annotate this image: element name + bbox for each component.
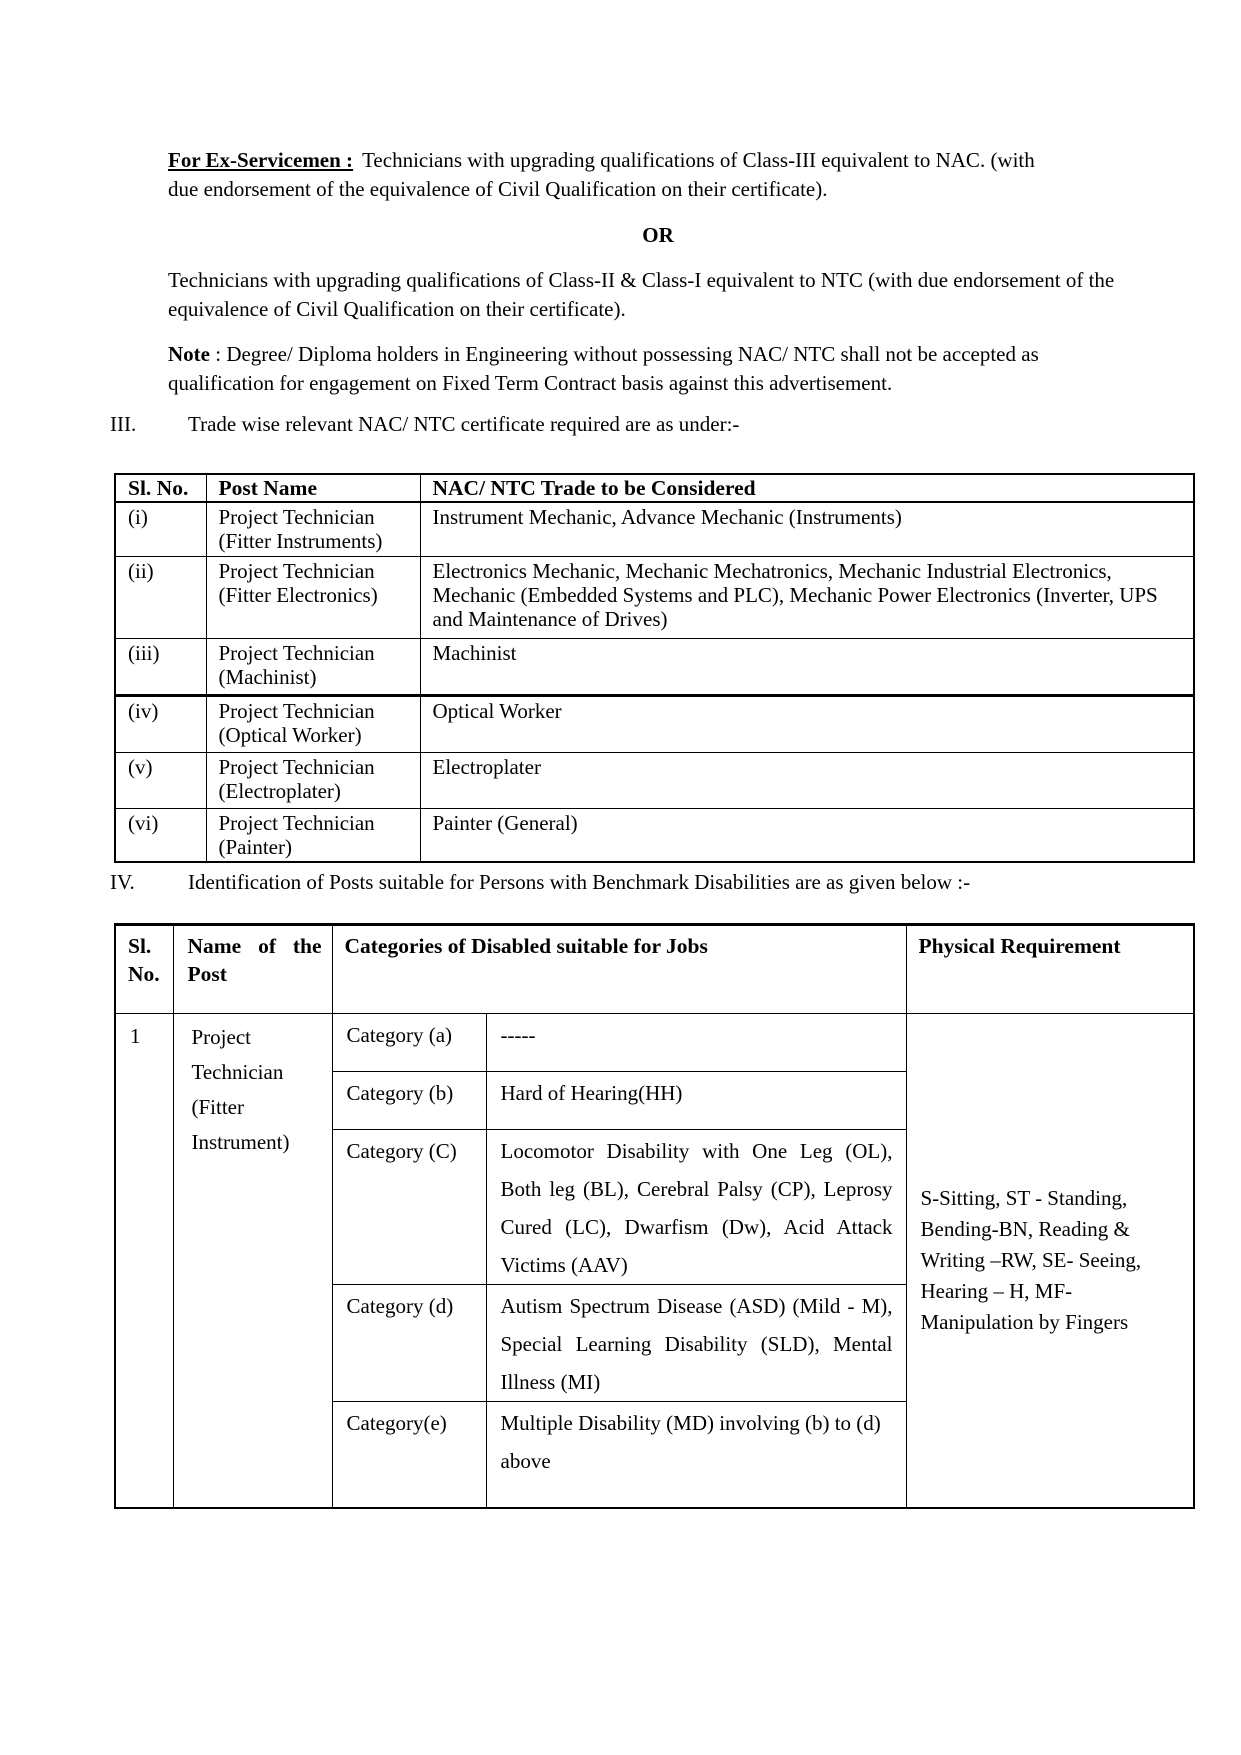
note-paragraph bbox=[168, 340, 1130, 398]
cell-post: Project Technician (Optical Worker) bbox=[206, 696, 420, 753]
cell-category-desc: ----- bbox=[486, 1014, 906, 1072]
cell-category-label: Category (C) bbox=[332, 1130, 486, 1285]
cell-sl-no: (i) bbox=[115, 502, 206, 557]
cell-category-desc: Multiple Disability (MD) involving (b) to (d) above bbox=[486, 1402, 906, 1509]
table-row bbox=[115, 639, 1194, 696]
section-iv-number: IV. bbox=[110, 870, 135, 894]
section-iii-number: III. bbox=[110, 412, 137, 436]
cell-category-label: Category(e) bbox=[332, 1402, 486, 1509]
trades-header-sl-no: Sl. No. bbox=[115, 474, 206, 502]
cell-physical-requirement: S-Sitting, ST - Standing, Bending-BN, Reading & Writing –RW, SE- Seeing, Hearing – H, MF- Manipulation by Fingers bbox=[906, 1014, 1194, 1509]
disabilities-table bbox=[114, 923, 1195, 1509]
cell-sl-no: (ii) bbox=[115, 557, 206, 639]
trades-header-trade: NAC/ NTC Trade to be Considered bbox=[420, 474, 1194, 502]
cell-sl-no: (vi) bbox=[115, 809, 206, 863]
section-iv-heading-row bbox=[110, 868, 1170, 897]
cell-trade: Instrument Mechanic, Advance Mechanic (Instruments) bbox=[420, 502, 1194, 557]
cell-category-desc: Autism Spectrum Disease (ASD) (Mild - M), Special Learning Disability (SLD), Mental Illness (MI) bbox=[486, 1285, 906, 1402]
cell-post: Project Technician (Machinist) bbox=[206, 639, 420, 696]
cell-category-desc: Locomotor Disability with One Leg (OL), Both leg (BL), Cerebral Palsy (CP), Leprosy Cured (LC), Dwarfism (Dw), Acid Attack Victims (AAV) bbox=[486, 1130, 906, 1285]
note-lead: Note bbox=[168, 342, 210, 366]
table-row bbox=[115, 502, 1194, 557]
trades-header-post: Post Name bbox=[206, 474, 420, 502]
cell-category-label: Category (d) bbox=[332, 1285, 486, 1402]
cell-sl-no: (iv) bbox=[115, 696, 206, 753]
section-iii-heading-row bbox=[110, 410, 1170, 439]
or-separator: OR bbox=[642, 223, 674, 247]
section-iii-heading: Trade wise relevant NAC/ NTC certificate required are as under:- bbox=[188, 412, 740, 436]
ex-servicemen-paragraph bbox=[168, 146, 1068, 204]
cell-post: Project Technician (Electroplater) bbox=[206, 753, 420, 809]
cell-post: Project Technician (Fitter Instruments) bbox=[206, 502, 420, 557]
cell-trade: Electroplater bbox=[420, 753, 1194, 809]
disabilities-header-categories: Categories of Disabled suitable for Jobs bbox=[332, 925, 906, 1014]
trades-table bbox=[114, 473, 1195, 863]
cell-sl-no: (iii) bbox=[115, 639, 206, 696]
section-iv-heading: Identification of Posts suitable for Persons with Benchmark Disabilities are as given below :- bbox=[188, 870, 971, 894]
ex-servicemen-text: Technicians with upgrading qualifications of Class-III equivalent to NAC. (with due endorsement of the equivalence of Civil Qualification on their certificate). bbox=[168, 148, 1035, 201]
cell-trade: Machinist bbox=[420, 639, 1194, 696]
ntc-paragraph: Technicians with upgrading qualifications of Class-II & Class-I equivalent to NTC (with due endorsement of the equivalence of Civil Qualification on their certificate). bbox=[168, 268, 1115, 321]
table-row bbox=[115, 1014, 1194, 1072]
disabilities-header-physical: Physical Requirement bbox=[906, 925, 1194, 1014]
ex-servicemen-lead: For Ex-Servicemen : bbox=[168, 148, 354, 172]
table-row bbox=[115, 753, 1194, 809]
table-row bbox=[115, 696, 1194, 753]
cell-trade: Electronics Mechanic, Mechanic Mechatronics, Mechanic Industrial Electronics, Mechanic (Embedded Systems and PLC), Mechanic Power Electronics (Inverter, UPS and Maintenance of Drives) bbox=[420, 557, 1194, 639]
cell-sl-no: 1 bbox=[115, 1014, 173, 1509]
cell-sl-no: (v) bbox=[115, 753, 206, 809]
table-row bbox=[115, 809, 1194, 863]
note-text: : Degree/ Diploma holders in Engineering without possessing NAC/ NTC shall not be accepted as qualification for engagement on Fixed Term Contract basis against this advertisement. bbox=[168, 342, 1039, 395]
cell-post: Project Technician (Painter) bbox=[206, 809, 420, 863]
cell-post: Project Technician (Fitter Electronics) bbox=[206, 557, 420, 639]
cell-trade: Optical Worker bbox=[420, 696, 1194, 753]
cell-category-label: Category (b) bbox=[332, 1072, 486, 1130]
trades-header-row bbox=[115, 474, 1194, 502]
disabilities-header-sl-no: Sl. No. bbox=[115, 925, 173, 1014]
disabilities-header-name: Name of the Post bbox=[173, 925, 332, 1014]
cell-category-label: Category (a) bbox=[332, 1014, 486, 1072]
table-row bbox=[115, 557, 1194, 639]
disabilities-header-row bbox=[115, 925, 1194, 1014]
cell-trade: Painter (General) bbox=[420, 809, 1194, 863]
cell-category-desc: Hard of Hearing(HH) bbox=[486, 1072, 906, 1130]
cell-post-name: Project Technician (Fitter Instrument) bbox=[173, 1014, 332, 1509]
